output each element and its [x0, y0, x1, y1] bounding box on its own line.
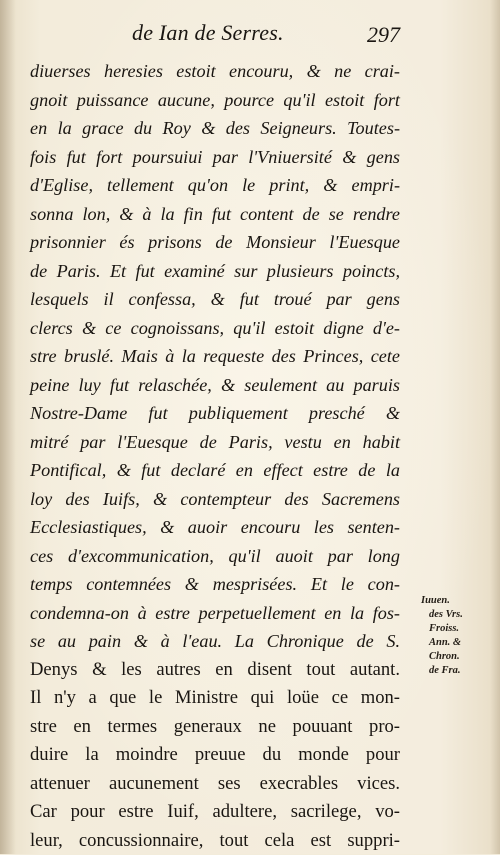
main-text [30, 57, 400, 855]
text-line: de Paris. Et fut examiné sur plusieurs poincts, [30, 257, 400, 286]
text-line: loy des Iuifs, & contempteur des Sacremens [30, 485, 400, 514]
text-line: diuerses heresies estoit encouru, & ne crai- [30, 57, 400, 86]
text-line: condemna-on à estre perpetuellement en la fos- [30, 599, 400, 628]
marginal-note-line: Froiss. [421, 622, 481, 636]
text-line: se au pain & à l'eau. La Chronique de S. [30, 627, 400, 656]
marginal-note-line: Iuuen. [421, 594, 481, 608]
text-line: prisonnier és prisons de Monsieur l'Euesque [30, 228, 400, 257]
gutter-shadow [0, 0, 16, 854]
text-line: Nostre-Dame fut publiquement presché & [30, 399, 400, 428]
marginal-note [421, 594, 481, 678]
text-line: stre bruslé. Mais à la requeste des Princes, cete [30, 342, 400, 371]
text-line: en la grace du Roy & des Seigneurs. Toutes- [30, 114, 400, 143]
text-line: leur, concussionnaire, tout cela est suppri- [30, 827, 400, 855]
page-number: 297 [367, 22, 400, 48]
marginal-note-line: des Vrs. [421, 608, 481, 622]
text-line: temps contemnées & mesprisées. Et le con- [30, 570, 400, 599]
text-line: Pontifical, & fut declaré en effect estre de la [30, 456, 400, 485]
text-line: peine luy fut relaschée, & seulement au paruis [30, 371, 400, 400]
text-line: lesquels il confessa, & fut troué par gens [30, 285, 400, 314]
text-line: mitré par l'Euesque de Paris, vestu en habit [30, 428, 400, 457]
marginal-note-line: de Fra. [421, 664, 481, 678]
text-line: attenuer aucunement ses execrables vices. [30, 770, 400, 799]
text-line: Denys & les autres en disent tout autant. [30, 656, 400, 685]
text-line: stre en termes generaux ne pouuant pro- [30, 713, 400, 742]
text-line: sonna lon, & à la fin fut content de se rendre [30, 200, 400, 229]
text-line: d'Eglise, tellement qu'on le print, & empri- [30, 171, 400, 200]
text-line: Car pour estre Iuif, adultere, sacrilege, vo- [30, 798, 400, 827]
text-line: clercs & ce cognoissans, qu'il estoit digne d'e- [30, 314, 400, 343]
text-line: duire la moindre preuue du monde pour [30, 741, 400, 770]
running-title: de Ian de Serres. [132, 20, 284, 46]
text-line: fois fut fort poursuiui par l'Vniuersité & gens [30, 143, 400, 172]
text-line: Il n'y a que le Ministre qui loüe ce mon- [30, 684, 400, 713]
page-edge [490, 0, 500, 854]
text-line: Ecclesiastiques, & auoir encouru les senten- [30, 513, 400, 542]
marginal-note-line: Ann. & [421, 636, 481, 650]
marginal-note-line: Chron. [421, 650, 481, 664]
text-line: gnoit puissance aucune, pource qu'il estoit fort [30, 86, 400, 115]
text-line: ces d'excommunication, qu'il auoit par long [30, 542, 400, 571]
